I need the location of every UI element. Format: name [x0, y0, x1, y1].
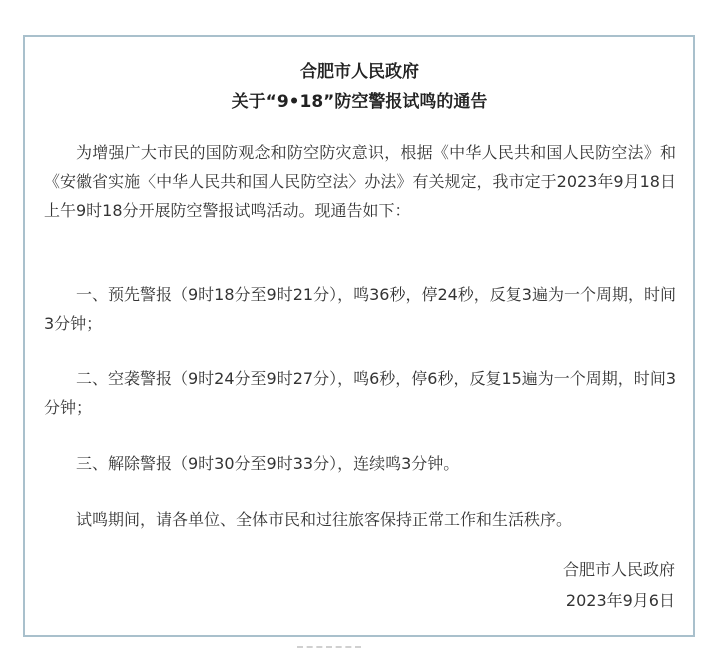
notice-closing-paragraph: 试鸣期间，请各单位、全体市民和过往旅客保持正常工作和生活秩序。	[76, 510, 573, 529]
notice-intro-paragraph: 为增强广大市民的国防观念和防空防灾意识，根据《中华人民共和国人民防空法》和《安徽省实施〈中华人民共和国人民防空法〉办法》有关规定，我市定于2023年9月18日上午9时18分开展防空警报试鸣活动。现通告如下：	[44, 143, 676, 220]
signature-date: 2023年9月6日	[565, 591, 675, 610]
signature-organization: 合肥市人民政府	[562, 560, 675, 579]
notice-subject-heading: 关于“9•18”防空警报试鸣的通告	[231, 92, 488, 112]
notice-item-pre-alert: 一、预先警报（9时18分至9时21分），鸣36秒，停24秒，反复3遍为一个周期，时间3分钟；	[44, 285, 676, 333]
notice-item-all-clear: 三、解除警报（9时30分至9时33分），连续鸣3分钟。	[76, 454, 460, 473]
notice-issuer-heading: 合肥市人民政府	[300, 62, 419, 82]
image-bottom-divider	[297, 646, 361, 648]
notice-item-air-raid-alert: 二、空袭警报（9时24分至9时27分），鸣6秒，停6秒，反复15遍为一个周期，时间3分钟；	[44, 369, 676, 417]
